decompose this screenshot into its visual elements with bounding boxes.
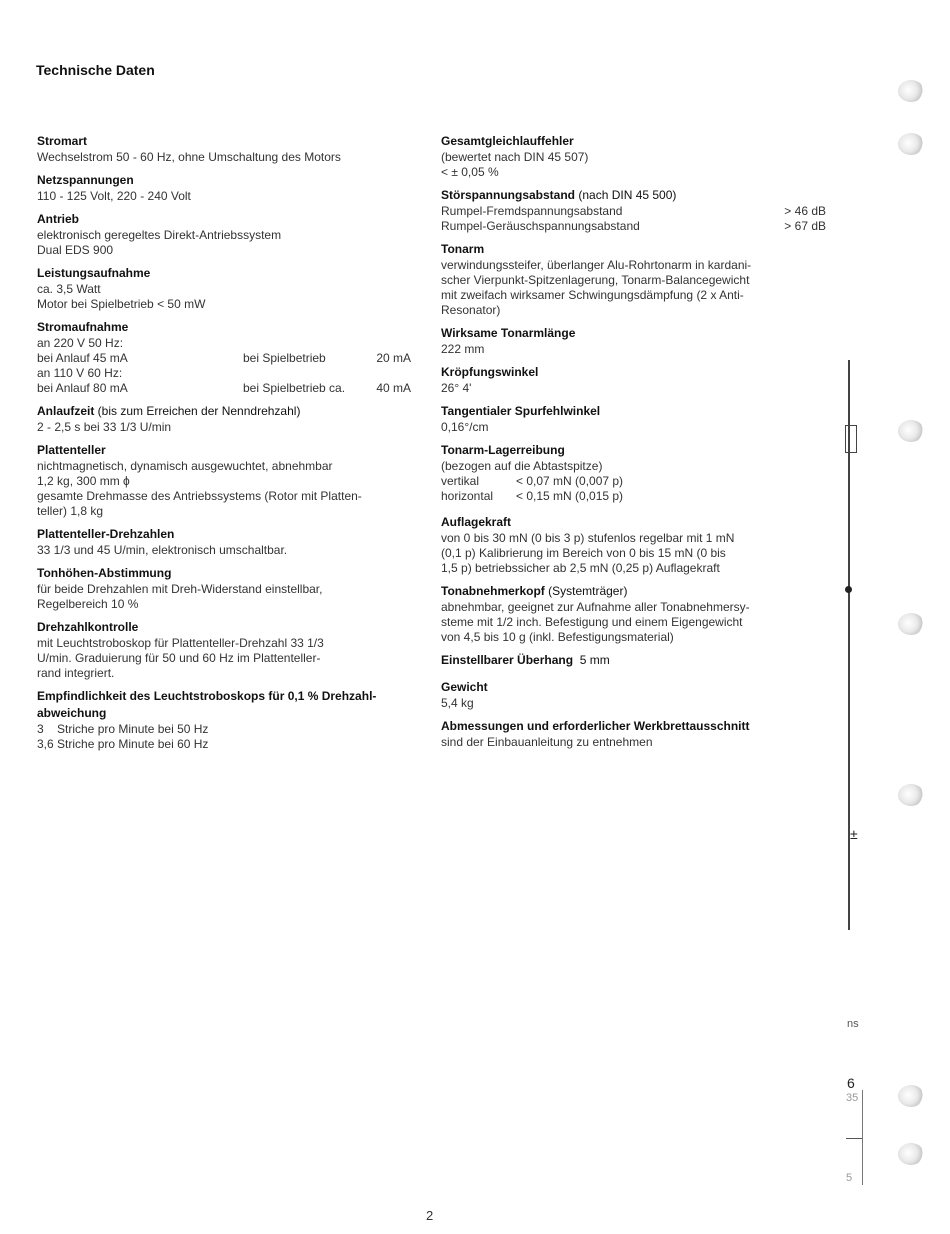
heading: Netzspannungen <box>37 173 134 187</box>
page-number: 2 <box>426 1208 434 1223</box>
punch-hole <box>898 1085 924 1107</box>
section-drehzahlkontrolle <box>37 619 415 681</box>
section-netzspannungen <box>37 172 415 204</box>
text: 0,16°/cm <box>441 420 489 434</box>
section-lagerreibung <box>441 442 826 504</box>
heading <box>441 652 826 669</box>
cell: horizontal <box>441 489 494 503</box>
table-row <box>441 204 826 219</box>
heading-bold: Tonabnehmerkopf <box>441 584 545 598</box>
text: sind der Einbauanleitung zu entnehmen <box>441 735 653 749</box>
section-stromart <box>37 133 415 165</box>
edge-number: 35 <box>846 1092 859 1104</box>
text: 5,4 kg <box>441 696 474 710</box>
text: 2 - 2,5 s bei 33 1/3 U/min <box>37 420 172 434</box>
heading: abweichung <box>37 706 107 720</box>
right-column <box>441 133 826 757</box>
text: für beide Drehzahlen mit Dreh-Widerstand einstellbar, <box>37 582 323 596</box>
binder-edge-dot <box>845 586 852 593</box>
heading: Stromart <box>37 134 88 148</box>
text: Wechselstrom 50 - 60 Hz, ohne Umschaltung des Motors <box>37 150 341 164</box>
text: rand integriert. <box>37 666 115 680</box>
edge-glyph: ± <box>850 826 858 842</box>
section-drehzahlen <box>37 526 415 558</box>
section-tonabnehmerkopf <box>441 583 826 645</box>
text: 110 - 125 Volt, 220 - 240 Volt <box>37 189 191 203</box>
heading: Antrieb <box>37 212 79 226</box>
section-abmessungen <box>441 718 826 750</box>
section-spurfehler <box>441 403 826 435</box>
heading <box>37 403 415 420</box>
edge-number: 5 <box>846 1172 853 1184</box>
heading: Gesamtgleichlauffehler <box>441 134 574 148</box>
heading-suffix: (Systemträger) <box>544 584 628 598</box>
text: mit Leuchtstroboskop für Plattenteller-Drehzahl 33 1/3 <box>37 636 324 650</box>
table-row <box>37 351 415 366</box>
cell: Rumpel-Geräuschspannungsabstand <box>441 219 640 233</box>
heading-bold: Einstellbarer Überhang <box>441 653 574 667</box>
punch-hole <box>898 1143 924 1165</box>
table-row <box>441 489 826 504</box>
text: von 0 bis 30 mN (0 bis 3 p) stufenlos regelbar mit 1 mN <box>441 531 735 545</box>
cell: bei Spielbetrieb ca. <box>243 381 346 395</box>
text: von 4,5 bis 10 g (inkl. Befestigungsmaterial) <box>441 630 674 644</box>
cell <box>367 366 411 381</box>
edge-glyph: ns <box>847 1018 859 1030</box>
cell: > 67 dB <box>784 219 826 233</box>
punch-hole <box>898 133 924 155</box>
cell: 40 mA <box>376 381 411 395</box>
heading: Wirksame Tonarmlänge <box>441 326 576 340</box>
text: 222 mm <box>441 342 485 356</box>
binder-edge-bracket <box>845 425 857 453</box>
heading: Tonarm-Lagerreibung <box>441 443 565 457</box>
cell: 20 mA <box>376 351 411 365</box>
punch-hole <box>898 613 924 635</box>
cell: < 0,07 mN (0,007 p) <box>516 474 624 488</box>
page-title: Technische Daten <box>36 62 155 78</box>
text: Motor bei Spielbetrieb < 50 mW <box>37 297 206 311</box>
edge-rule <box>862 1090 863 1185</box>
cell: < 0,15 mN (0,015 p) <box>516 489 624 503</box>
heading: Drehzahlkontrolle <box>37 620 139 634</box>
table-row <box>441 474 826 489</box>
heading: Tonarm <box>441 242 485 256</box>
table-row <box>37 366 415 381</box>
cell: vertikal <box>441 474 480 488</box>
heading-bold: Störspannungsabstand <box>441 188 576 202</box>
heading: Plattenteller-Drehzahlen <box>37 527 175 541</box>
section-antrieb <box>37 211 415 258</box>
section-auflagekraft <box>441 514 826 576</box>
heading: Empfindlichkeit des Leuchtstroboskops für 0,1 % Drehzahl- <box>37 689 377 703</box>
cell: Rumpel-Fremdspannungsabstand <box>441 204 623 218</box>
heading: Plattenteller <box>37 443 106 457</box>
text: ca. 3,5 Watt <box>37 282 101 296</box>
text: gesamte Drehmasse des Antriebssystems (Rotor mit Platten- <box>37 489 362 503</box>
text: verwindungssteifer, überlanger Alu-Rohrtonarm in kardani- <box>441 258 752 272</box>
section-tonarmlaenge <box>441 325 826 357</box>
text: Dual EDS 900 <box>37 243 114 257</box>
punch-hole <box>898 420 924 442</box>
text: 33 1/3 und 45 U/min, elektronisch umschaltbar. <box>37 543 288 557</box>
text: (bewertet nach DIN 45 507) <box>441 150 589 164</box>
section-stromaufnahme <box>37 319 415 396</box>
heading: Gewicht <box>441 680 488 694</box>
text: teller) 1,8 kg <box>37 504 104 518</box>
table-row <box>37 336 415 351</box>
left-column <box>37 133 415 759</box>
text: abnehmbar, geeignet zur Aufnahme aller Tonabnehmersy- <box>441 600 750 614</box>
text: U/min. Graduierung für 50 und 60 Hz im Plattenteller- <box>37 651 321 665</box>
heading-bold: Anlaufzeit <box>37 404 95 418</box>
cell <box>243 336 367 351</box>
heading <box>441 187 826 204</box>
edge-rule <box>846 1138 862 1139</box>
heading: Auflagekraft <box>441 515 512 529</box>
text: 1,2 kg, 300 mm ϕ <box>37 474 130 488</box>
text: steme mit 1/2 inch. Befestigung und einem Eigengewicht <box>441 615 743 629</box>
heading: Tangentialer Spurfehlwinkel <box>441 404 601 418</box>
text: scher Vierpunkt-Spitzenlagerung, Tonarm-Balancegewicht <box>441 273 750 287</box>
edge-number: 6 <box>847 1075 855 1091</box>
section-tonarm <box>441 241 826 318</box>
text: (0,1 p) Kalibrierung im Bereich von 0 bis 15 mN (0 bis <box>441 546 726 560</box>
cell: bei Anlauf 45 mA <box>37 351 128 365</box>
section-anlaufzeit <box>37 403 415 435</box>
text: mit zweifach wirksamer Schwingungsdämpfung (2 x Anti- <box>441 288 744 302</box>
heading: Leistungsaufnahme <box>37 266 151 280</box>
heading: Tonhöhen-Abstimmung <box>37 566 172 580</box>
text: (bezogen auf die Abtastspitze) <box>441 459 603 473</box>
text: 1,5 p) betriebssicher ab 2,5 mN (0,25 p) Auflagekraft <box>441 561 720 575</box>
table-row <box>37 381 415 396</box>
cell: > 46 dB <box>784 204 826 218</box>
heading <box>441 583 826 600</box>
cell <box>243 366 367 381</box>
heading: Stromaufnahme <box>37 320 129 334</box>
cell <box>367 336 411 351</box>
cell: an 220 V 50 Hz: <box>37 336 124 350</box>
cell: bei Spielbetrieb <box>243 351 326 365</box>
heading: Abmessungen und erforderlicher Werkbrettausschnitt <box>441 719 750 733</box>
section-empfindlichkeit <box>37 688 415 752</box>
heading-suffix: 5 mm <box>573 653 610 667</box>
text: elektronisch geregeltes Direkt-Antriebssystem <box>37 228 282 242</box>
text: 3,6 Striche pro Minute bei 60 Hz <box>37 737 209 751</box>
section-leistungsaufnahme <box>37 265 415 312</box>
section-tonhoehe <box>37 565 415 612</box>
section-ueberhang <box>441 652 826 669</box>
heading-suffix: (bis zum Erreichen der Nenndrehzahl) <box>94 404 301 418</box>
cell: bei Anlauf 80 mA <box>37 381 128 395</box>
text: nichtmagnetisch, dynamisch ausgewuchtet, abnehmbar <box>37 459 333 473</box>
table-row <box>441 219 826 234</box>
heading-suffix: (nach DIN 45 500) <box>575 188 677 202</box>
section-gewicht <box>441 679 826 711</box>
text: Resonator) <box>441 303 501 317</box>
section-plattenteller <box>37 442 415 519</box>
cell: an 110 V 60 Hz: <box>37 366 123 380</box>
heading: Kröpfungswinkel <box>441 365 539 379</box>
punch-hole <box>898 80 924 102</box>
punch-hole <box>898 784 924 806</box>
text: Regelbereich 10 % <box>37 597 139 611</box>
text: 26° 4' <box>441 381 472 395</box>
text: < ± 0,05 % <box>441 165 499 179</box>
section-kroepfung <box>441 364 826 396</box>
section-stoerspannung <box>441 187 826 234</box>
text: 3 Striche pro Minute bei 50 Hz <box>37 722 209 736</box>
section-gleichlauf <box>441 133 826 180</box>
